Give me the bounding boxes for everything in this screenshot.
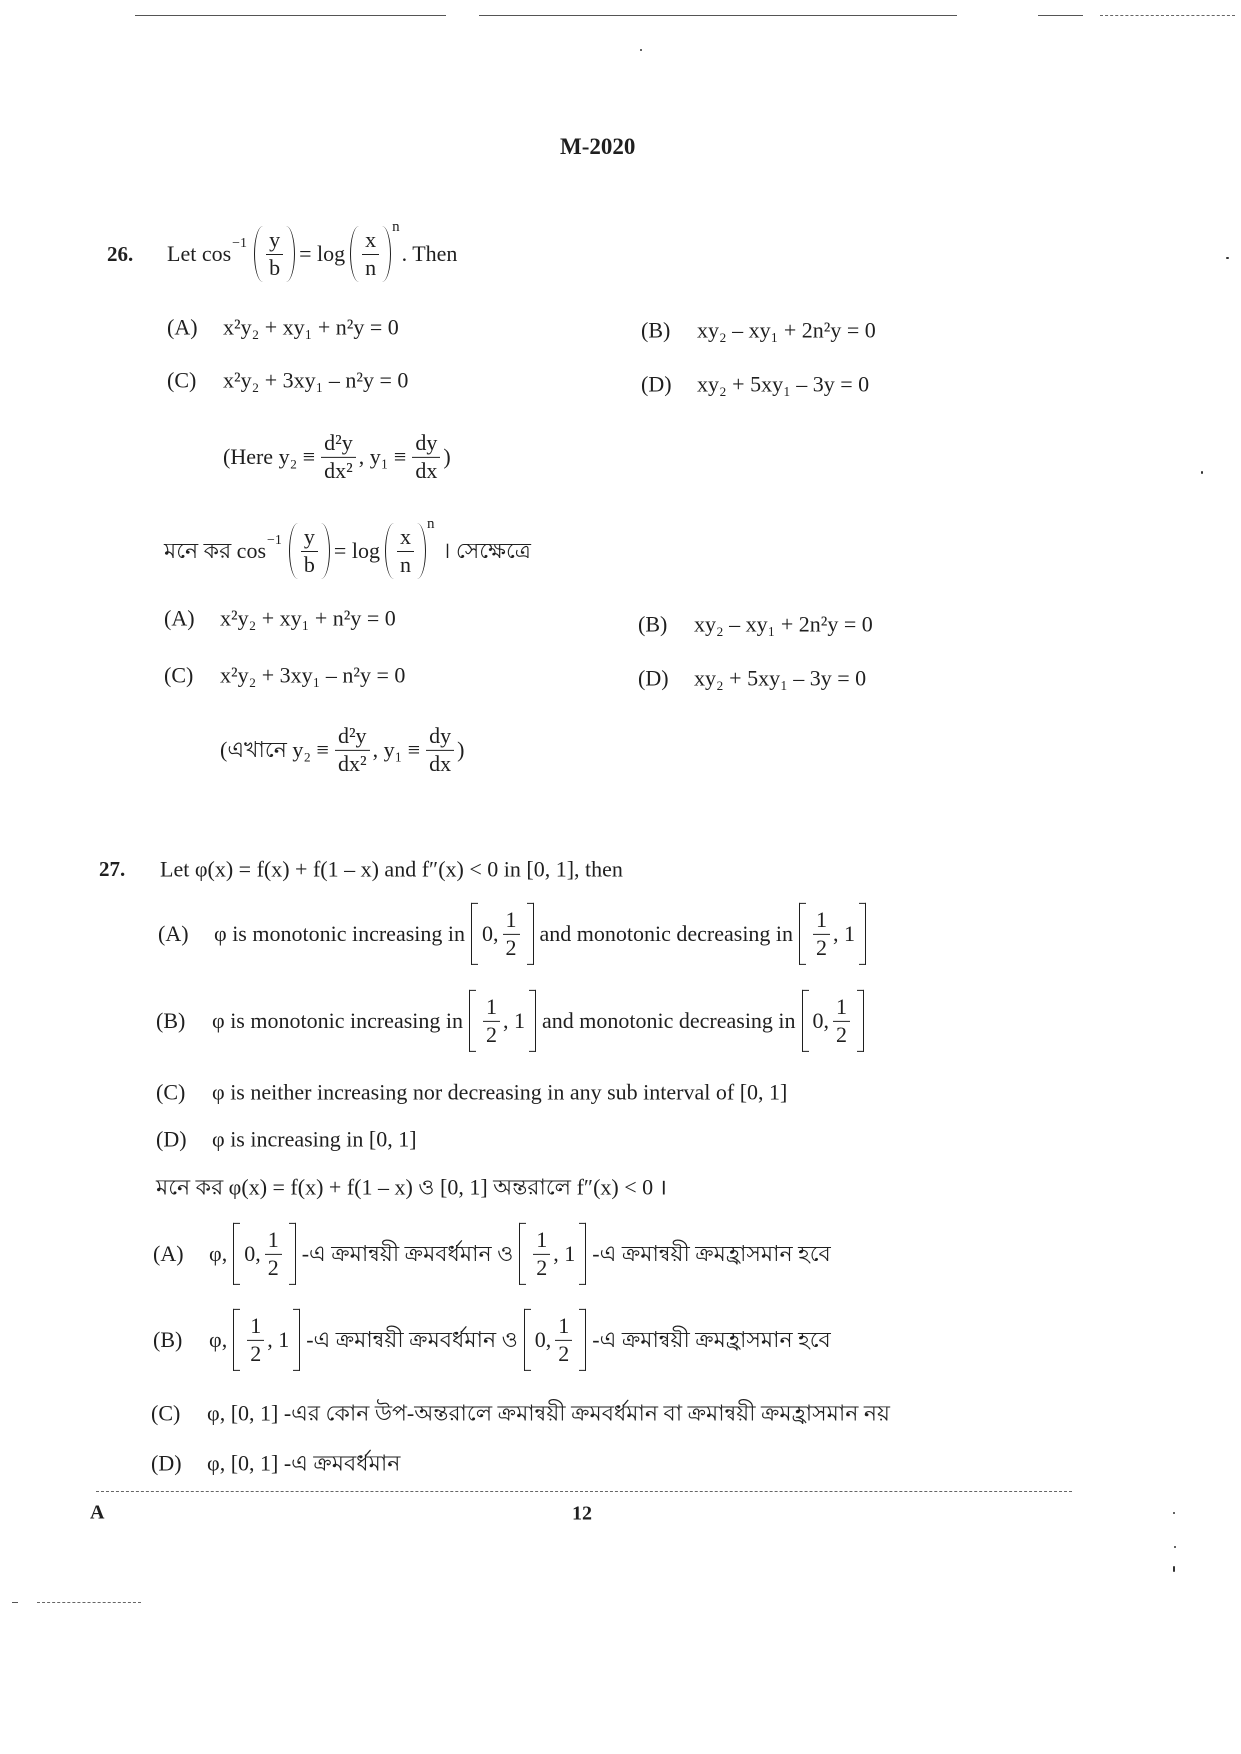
fraction-numerator: y xyxy=(266,228,283,255)
option-text: x²y₂ + 3xy₁ – n²y = 0 xyxy=(223,367,409,393)
q27-bengali-option-b xyxy=(153,1309,831,1371)
interval-zero-to-half xyxy=(524,1309,587,1371)
footer-divider xyxy=(96,1491,1072,1492)
fraction-one-half xyxy=(503,908,520,960)
left-paren xyxy=(289,523,298,579)
option-label: (A) xyxy=(167,314,198,340)
fraction-denominator: dx² xyxy=(324,457,353,483)
right-paren xyxy=(382,226,391,282)
option-label: (B) xyxy=(638,611,668,637)
fraction-numerator: 1 xyxy=(833,995,850,1022)
q26-bengali-note xyxy=(220,724,464,776)
option-text-middle: and monotonic decreasing in xyxy=(542,1008,796,1034)
option-text: φ, [0, 1] -এর কোন উপ-অন্তরালে ক্রমান্বয়ী ক্রমবর্ধমান বা ক্রমান্বয়ী ক্রমহ্রাসমান নয় xyxy=(207,1400,890,1426)
interval-upper: , 1 xyxy=(503,1008,525,1034)
scan-top-line xyxy=(135,15,446,16)
option-label: (C) xyxy=(167,367,197,393)
interval-lower: 0, xyxy=(812,1008,830,1034)
option-label: (B) xyxy=(156,1008,186,1034)
option-label: (D) xyxy=(151,1450,182,1476)
fraction-numerator: 1 xyxy=(247,1314,264,1341)
fraction-denominator: 2 xyxy=(267,1254,279,1280)
scan-top-line xyxy=(1038,15,1083,16)
fraction-denominator: 2 xyxy=(836,1021,848,1047)
scan-bottom-line xyxy=(37,1602,141,1603)
note-close: ) xyxy=(457,737,465,763)
fraction-second-derivative xyxy=(321,431,356,483)
fraction-numerator: d²y xyxy=(321,431,356,458)
fraction-denominator: 2 xyxy=(505,934,517,960)
fraction-numerator: dy xyxy=(426,724,454,751)
note-open: (এখানে y₂ ≡ xyxy=(220,737,329,763)
fraction-denominator: b xyxy=(269,254,281,280)
interval-half-to-one xyxy=(233,1309,300,1371)
fraction-denominator: 2 xyxy=(816,934,828,960)
fraction-y-over-b xyxy=(301,525,318,577)
fraction-numerator: 1 xyxy=(483,995,500,1022)
equals-log: = log xyxy=(299,241,346,267)
fraction-one-half xyxy=(483,995,500,1047)
fraction-one-half xyxy=(555,1314,572,1366)
note-open: (Here y₂ ≡ xyxy=(223,444,316,470)
interval-lower: 0, xyxy=(244,1241,261,1267)
inverse-superscript: −1 xyxy=(232,235,248,251)
option-label: (B) xyxy=(153,1327,183,1353)
interval-upper: , 1 xyxy=(833,921,856,947)
option-text: φ is neither increasing nor decreasing in any sub interval of [0, 1] xyxy=(212,1079,788,1105)
scan-speck xyxy=(1173,1566,1175,1572)
fraction-one-half xyxy=(533,1228,550,1280)
option-label: (D) xyxy=(638,665,669,691)
question-26-number: 26. xyxy=(107,241,134,266)
q27-bengali-option-d xyxy=(151,1450,400,1475)
inverse-superscript: −1 xyxy=(267,532,282,548)
fraction-first-derivative xyxy=(412,431,440,483)
option-label: (C) xyxy=(156,1079,186,1105)
fraction-denominator: dx xyxy=(415,457,438,483)
stem-tail: . Then xyxy=(401,241,458,267)
option-text: xy₂ – xy₁ + 2n²y = 0 xyxy=(697,317,876,343)
fraction-numerator: 1 xyxy=(533,1228,550,1255)
scan-bottom-line xyxy=(12,1602,18,1603)
fraction-denominator: n xyxy=(399,551,411,577)
option-text-before: φ is monotonic increasing in xyxy=(212,1008,463,1034)
option-label: (A) xyxy=(158,921,189,947)
option-text-middle: -এ ক্রমান্বয়ী ক্রমবর্ধমান ও xyxy=(306,1327,518,1353)
scan-speck xyxy=(1173,1512,1175,1514)
q27-english-option-d xyxy=(156,1126,417,1151)
page-number: 12 xyxy=(572,1502,592,1525)
fraction-numerator: x xyxy=(397,525,414,552)
q26-english-option-a xyxy=(167,314,399,339)
q26-bengali-option-d xyxy=(638,665,866,690)
fraction-numerator: 1 xyxy=(503,908,520,935)
fraction-numerator: 1 xyxy=(265,1228,282,1255)
fraction-denominator: 2 xyxy=(250,1340,262,1366)
scan-speck xyxy=(1174,1546,1176,1548)
fraction-numerator: x xyxy=(362,228,379,255)
interval-lower: 0, xyxy=(482,921,499,947)
q26-bengali-option-b xyxy=(638,611,873,636)
fraction-numerator: 1 xyxy=(813,908,830,935)
fraction-denominator: 2 xyxy=(486,1021,497,1047)
fraction-second-derivative xyxy=(335,724,370,776)
interval-zero-to-half xyxy=(233,1223,296,1285)
option-label: (B) xyxy=(641,317,671,343)
interval-half-to-one xyxy=(519,1223,586,1285)
question-26-stem-bengali xyxy=(164,516,531,579)
option-label: (A) xyxy=(164,605,195,631)
left-paren xyxy=(350,226,359,282)
left-paren xyxy=(385,523,394,579)
right-paren xyxy=(286,226,295,282)
scan-speck xyxy=(1201,471,1203,474)
interval-upper: , 1 xyxy=(267,1327,290,1353)
left-paren xyxy=(254,226,263,282)
option-text-before: φ, xyxy=(209,1241,228,1267)
q26-english-note xyxy=(223,431,451,483)
fraction-one-half xyxy=(265,1228,282,1280)
option-text-before: φ, xyxy=(209,1327,228,1353)
booklet-series: A xyxy=(90,1501,105,1524)
option-text: xy₂ + 5xy₁ – 3y = 0 xyxy=(697,371,870,397)
scan-speck xyxy=(1226,257,1229,259)
q27-english-option-c xyxy=(156,1079,787,1104)
fraction-one-half xyxy=(247,1314,264,1366)
right-paren xyxy=(321,523,330,579)
option-text: φ is increasing in [0, 1] xyxy=(212,1126,417,1152)
option-text: x²y₂ + xy₁ + n²y = 0 xyxy=(223,314,399,340)
power-superscript: n xyxy=(392,219,400,235)
power-superscript: n xyxy=(426,516,435,532)
q27-english-option-b xyxy=(156,990,870,1052)
option-text: x²y₂ + xy₁ + n²y = 0 xyxy=(220,605,396,631)
q26-bengali-option-c xyxy=(164,662,405,687)
fraction-one-half xyxy=(813,908,830,960)
option-text-middle: and monotonic decreasing in xyxy=(539,921,794,947)
option-label: (A) xyxy=(153,1241,184,1267)
option-text: x²y₂ + 3xy₁ – n²y = 0 xyxy=(220,662,406,688)
scan-top-line xyxy=(479,15,957,16)
option-text-before: φ is monotonic increasing in xyxy=(214,921,465,947)
q26-english-option-c xyxy=(167,367,408,392)
equals-log: = log xyxy=(333,538,380,564)
option-label: (D) xyxy=(641,371,672,397)
question-27-stem-english: Let φ(x) = f(x) + f(1 – x) and f″(x) < 0 in [0, 1], then xyxy=(160,856,623,882)
option-text: xy₂ – xy₁ + 2n²y = 0 xyxy=(694,611,873,637)
paper-code: M-2020 xyxy=(560,133,636,159)
fraction-first-derivative xyxy=(426,724,454,776)
q26-english-option-d xyxy=(641,371,869,396)
note-middle: , y₁ ≡ xyxy=(358,444,407,470)
fraction-x-over-n xyxy=(397,525,414,577)
q27-bengali-option-a xyxy=(153,1223,831,1285)
stem-tail: । সেক্ষেত্রে xyxy=(442,538,531,564)
fraction-one-half xyxy=(833,995,850,1047)
option-label: (D) xyxy=(156,1126,187,1152)
fraction-y-over-b xyxy=(266,228,283,280)
scan-speck xyxy=(640,49,642,51)
interval-half-to-one xyxy=(799,903,866,965)
interval-zero-to-half xyxy=(802,990,865,1052)
option-text: xy₂ + 5xy₁ – 3y = 0 xyxy=(694,665,867,691)
fraction-denominator: n xyxy=(365,254,377,280)
fraction-numerator: y xyxy=(301,525,318,552)
q26-bengali-option-a xyxy=(164,605,396,630)
option-text-after: -এ ক্রমান্বয়ী ক্রমহ্রাসমান হবে xyxy=(592,1241,831,1267)
note-middle: , y₁ ≡ xyxy=(372,737,421,763)
interval-upper: , 1 xyxy=(553,1241,576,1267)
fraction-denominator: 2 xyxy=(558,1340,570,1366)
q26-english-option-b xyxy=(641,317,876,342)
stem-lead: মনে কর cos xyxy=(164,538,267,564)
interval-lower: 0, xyxy=(534,1327,552,1353)
question-26-stem-english xyxy=(167,219,458,282)
fraction-numerator: 1 xyxy=(555,1314,572,1341)
option-text: φ, [0, 1] -এ ক্রমবর্ধমান xyxy=(207,1450,401,1476)
fraction-numerator: d²y xyxy=(335,724,370,751)
note-close: ) xyxy=(443,444,451,470)
right-paren xyxy=(417,523,426,579)
option-text-middle: -এ ক্রমান্বয়ী ক্রমবর্ধমান ও xyxy=(301,1241,514,1267)
stem-lead: Let cos xyxy=(167,241,232,267)
option-label: (C) xyxy=(151,1400,181,1426)
question-27-number: 27. xyxy=(99,856,126,881)
fraction-x-over-n xyxy=(362,228,379,280)
fraction-numerator: dy xyxy=(412,431,440,458)
question-27-stem-bengali: মনে কর φ(x) = f(x) + f(1 – x) ও [0, 1] অন্তরালে f″(x) < 0 । xyxy=(156,1174,667,1200)
interval-half-to-one xyxy=(469,990,536,1052)
q27-english-option-a xyxy=(158,903,872,965)
fraction-denominator: b xyxy=(303,551,315,577)
option-text-after: -এ ক্রমান্বয়ী ক্রমহ্রাসমান হবে xyxy=(592,1327,831,1353)
interval-zero-to-half xyxy=(471,903,534,965)
option-label: (C) xyxy=(164,662,194,688)
q27-bengali-option-c xyxy=(151,1400,890,1425)
fraction-denominator: 2 xyxy=(536,1254,548,1280)
scan-top-line xyxy=(1100,15,1235,16)
fraction-denominator: dx xyxy=(429,750,452,776)
fraction-denominator: dx² xyxy=(337,750,367,776)
